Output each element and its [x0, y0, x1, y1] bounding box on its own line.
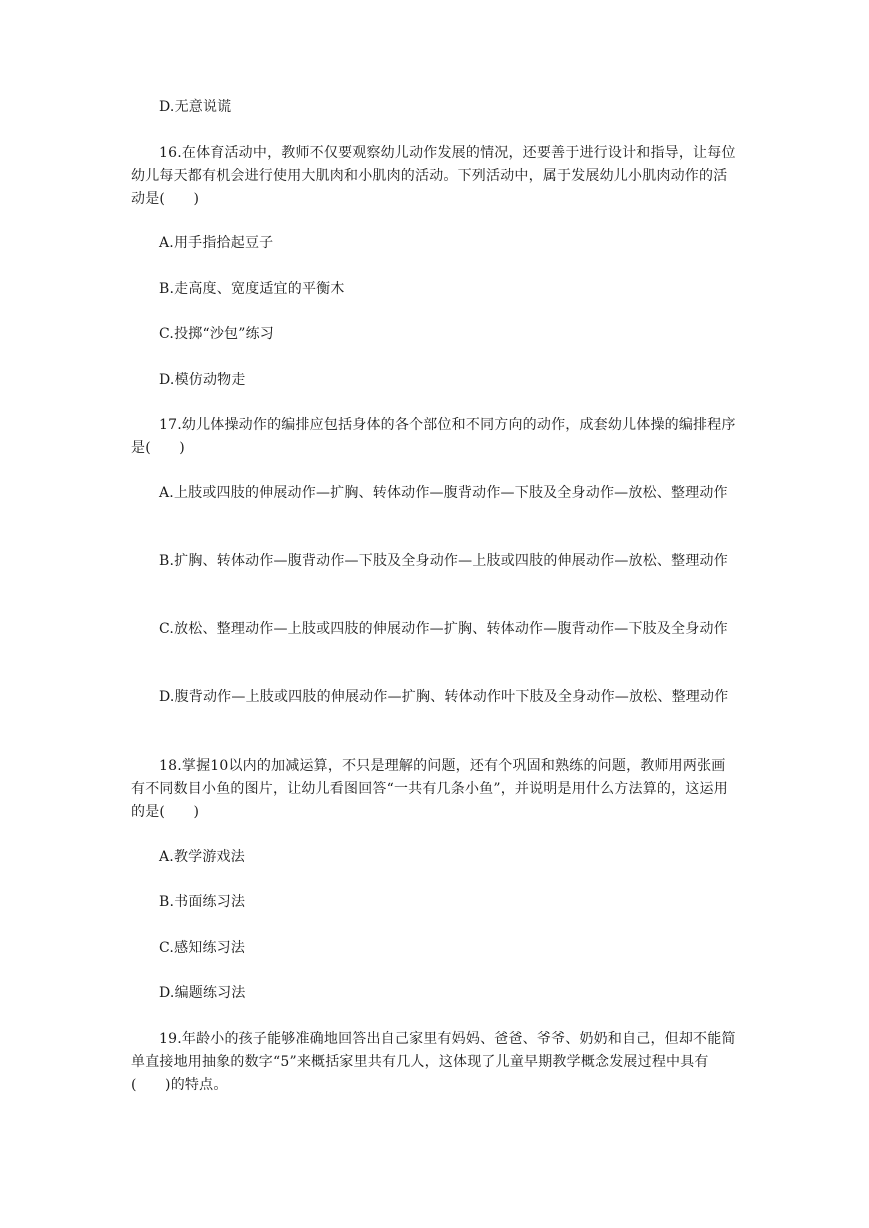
option-a-q18: A.教学游戏法 [159, 849, 245, 865]
option-d-q16: D.模仿动物走 [159, 372, 246, 388]
question-17: 17.幼儿体操动作的编排应包括身体的各个部位和不同方向的动作，成套幼儿体操的编排程序是( ) [131, 417, 736, 456]
option-b-q18: B.书面练习法 [159, 894, 246, 910]
option-a-q17: A.上肢或四肢的伸展动作—扩胸、转体动作—腹背动作—下肢及全身动作—放松、整理动作 [159, 485, 728, 501]
question-18: 18.掌握10以内的加减运算，不只是理解的问题，还有个巩固和熟练的问题，教师用两张画有不同数目小鱼的图片，让幼儿看图回答“一共有几条小鱼”，并说明是用什么方法算的，这运用的是( ) [131, 758, 728, 820]
question-16: 16.在体育活动中，教师不仅要观察幼儿动作发展的情况，还要善于进行设计和指导，让每位幼儿每天都有机会进行使用大肌肉和小肌肉的活动。下列活动中，属于发展幼儿小肌肉动作的活动是( ) [131, 145, 736, 207]
option-b-q17: B.扩胸、转体动作—腹背动作—下肢及全身动作—上肢或四肢的伸展动作—放松、整理动作 [159, 553, 728, 569]
option-c-q18: C.感知练习法 [159, 940, 246, 956]
option-d-q15: D.无意说谎 [159, 99, 232, 115]
option-b-q16: B.走高度、宽度适宜的平衡木 [159, 281, 345, 297]
question-19: 19.年龄小的孩子能够准确地回答出自己家里有妈妈、爸爸、爷爷、奶奶和自己，但却不能简单直接地用抽象的数字“5”来概括家里共有几人，这体现了儿童早期教学概念发展过程中具有( )的特点。 [131, 1031, 736, 1093]
option-d-q18: D.编题练习法 [159, 985, 246, 1001]
option-c-q17: C.放松、整理动作—上肢或四肢的伸展动作—扩胸、转体动作—腹背动作—下肢及全身动作 [159, 621, 728, 637]
option-c-q16: C.投掷“沙包”练习 [159, 326, 274, 342]
option-a-q16: A.用手指拾起豆子 [159, 235, 274, 251]
option-d-q17: D.腹背动作—上肢或四肢的伸展动作—扩胸、转体动作叶下肢及全身动作—放松、整理动作 [159, 689, 729, 705]
